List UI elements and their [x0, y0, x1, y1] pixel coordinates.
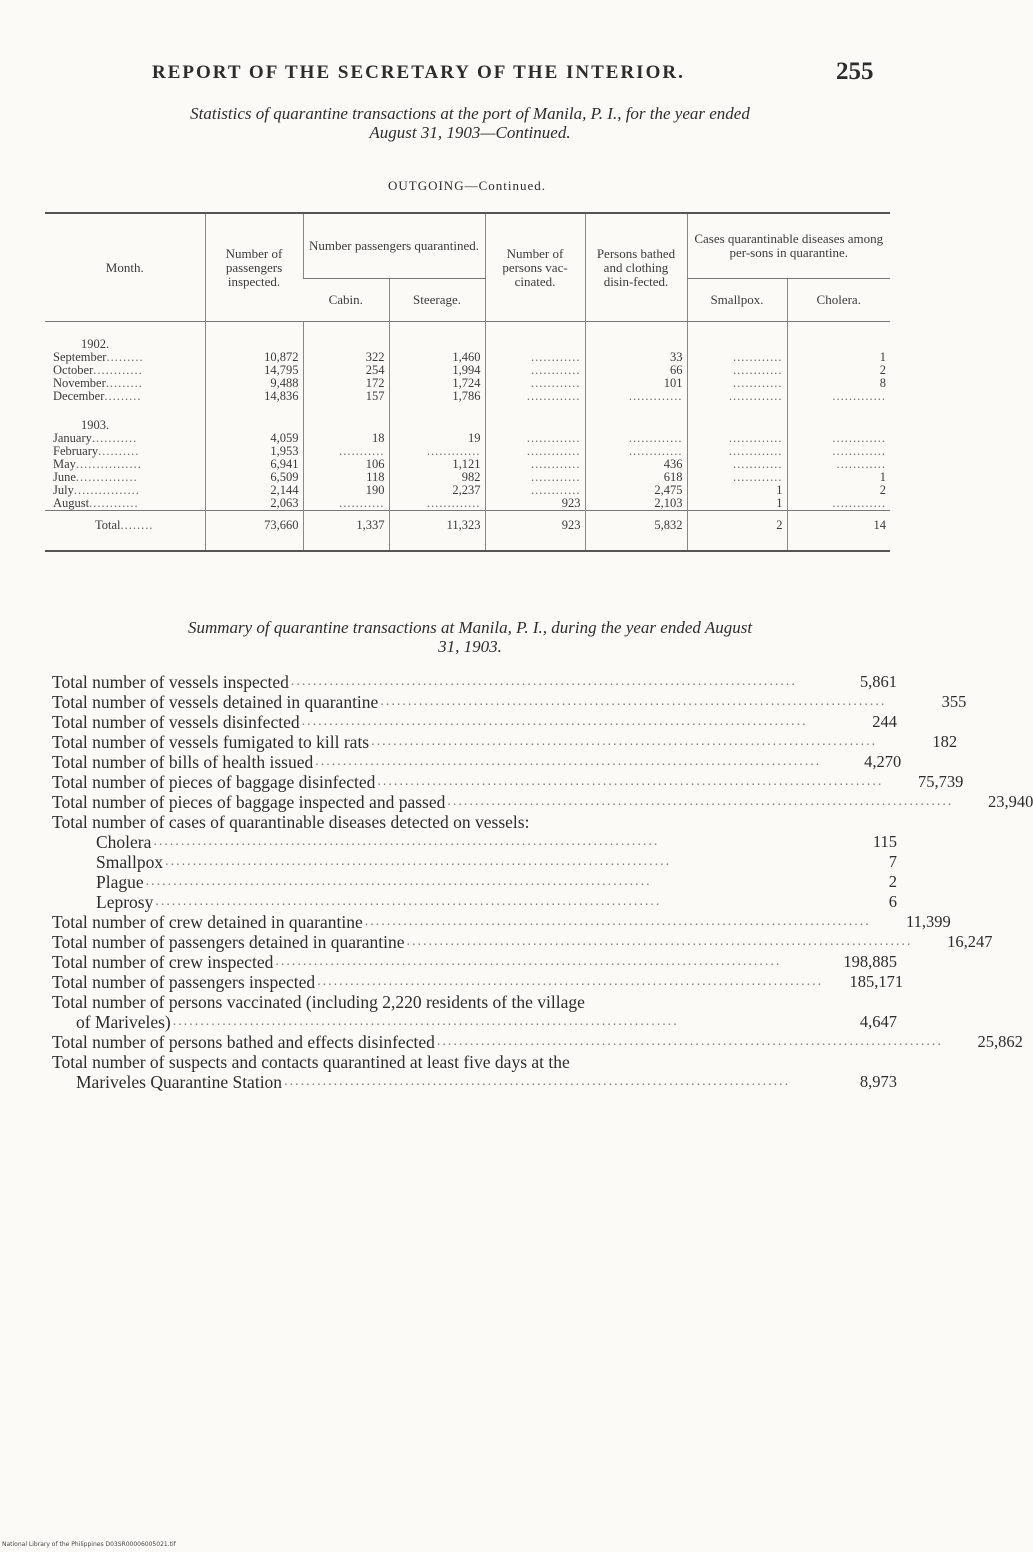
leader-dots: ............................................................................................	[301, 714, 808, 729]
summary-item: Total number of vessels fumigated to kill rats ............................................................................................ 182	[52, 732, 958, 752]
bathed-cell: .............	[585, 390, 687, 403]
vaccinated-cell: .............	[485, 445, 585, 458]
smallpox-cell: ............	[687, 351, 787, 364]
cholera-cell: .............	[787, 390, 890, 403]
leader-dots: ............................................................................................	[165, 854, 672, 869]
cholera-cell: 1	[787, 351, 890, 364]
total-cholera: 14	[787, 511, 890, 552]
cabin-cell: 254	[303, 364, 389, 377]
total-vaccinated: 923	[485, 511, 585, 552]
steerage-cell: .............	[389, 497, 485, 511]
smallpox-cell: 1	[687, 497, 787, 511]
month-cell: August............	[53, 496, 139, 510]
leader-dots: ............................................................................................	[315, 754, 822, 769]
header-cabin: Cabin.	[303, 279, 389, 322]
scan-footer-id: National Library of the Philippines D03SR00006005021.tif	[2, 1541, 176, 1548]
steerage-cell: 982	[389, 471, 485, 484]
month-cell: December.........	[53, 389, 142, 403]
month-cell: September.........	[53, 350, 144, 364]
inspected-cell: 14,795	[205, 364, 303, 377]
leader-dots: ............................................................................................	[406, 934, 913, 949]
table-header-row	[45, 213, 890, 279]
cabin-cell: ...........	[303, 497, 389, 511]
header-passengers-quarantined: Number passengers quarantined.	[303, 213, 485, 279]
table-row	[45, 390, 890, 403]
leader-dots: ............................................................................................	[275, 954, 782, 969]
header-persons-bathed: Persons bathed and clothing disin-fected.	[585, 213, 687, 322]
leader-dots: ............................................................................................	[155, 894, 662, 909]
vaccinated-cell: ............	[485, 351, 585, 364]
leader-dots: ............................................................................................	[290, 674, 797, 689]
cholera-cell: .............	[787, 432, 890, 445]
year-label: 1902.	[81, 337, 110, 351]
page-number: 255	[836, 58, 874, 85]
leader-dots: ................	[73, 483, 140, 497]
leader-dots: .........	[104, 389, 142, 403]
steerage-cell: 1,786	[389, 390, 485, 403]
summary-item: Total number of pieces of baggage disinfected ............................................................................................ 75,739	[52, 772, 964, 792]
table-year-row	[45, 403, 890, 432]
bathed-cell: 2,475	[585, 484, 687, 497]
summary-item: Total number of passengers detained in quarantine ............................................................................................ 16,247	[52, 932, 993, 952]
bathed-cell: .............	[585, 432, 687, 445]
cholera-cell: ............	[787, 458, 890, 471]
leader-dots: ............................................................................................	[317, 974, 824, 989]
summary-caption-line-1: Summary of quarantine transactions at Manila, P. I., during the year ended August	[187, 618, 753, 637]
leader-dots: ............	[93, 363, 143, 377]
vaccinated-cell: ............	[485, 364, 585, 377]
table-caption-line-2: August 31, 1903—Continued.	[369, 123, 571, 142]
smallpox-cell: .............	[687, 432, 787, 445]
bathed-cell: .............	[585, 445, 687, 458]
steerage-cell: 1,994	[389, 364, 485, 377]
leader-dots: ............................................................................................	[380, 694, 887, 709]
leader-dots: ........	[120, 518, 154, 532]
summary-item: Plague ............................................................................................ 2	[96, 872, 897, 892]
running-title: REPORT OF THE SECRETARY OF THE INTERIOR.	[152, 62, 685, 83]
table-row	[45, 497, 890, 511]
steerage-cell: 2,237	[389, 484, 485, 497]
month-cell: November.........	[53, 376, 143, 390]
summary-item: Total number of crew inspected ............................................................................................ 198,885	[52, 952, 897, 972]
month-cell: June...............	[53, 470, 138, 484]
inspected-cell: 2,063	[205, 497, 303, 511]
leader-dots: ............................................................................................	[153, 834, 660, 849]
header-smallpox: Smallpox.	[687, 279, 787, 322]
summary-item: Total number of passengers inspected ............................................................................................ 185,171	[52, 972, 904, 992]
cabin-cell: 172	[303, 377, 389, 390]
total-inspected: 73,660	[205, 511, 303, 552]
steerage-cell: 1,724	[389, 377, 485, 390]
inspected-cell: 6,509	[205, 471, 303, 484]
table-caption	[60, 104, 880, 142]
summary-item-first-line: Total number of suspects and contacts quarantined at least five days at the	[52, 1052, 570, 1072]
smallpox-cell: .............	[687, 390, 787, 403]
vaccinated-cell: ............	[485, 484, 585, 497]
cabin-cell: ...........	[303, 445, 389, 458]
vaccinated-cell: .............	[485, 390, 585, 403]
bathed-cell: 101	[585, 377, 687, 390]
header-passengers-inspected: Number of passengers inspected.	[205, 213, 303, 322]
vaccinated-cell: ............	[485, 471, 585, 484]
summary-item: Total number of pieces of baggage inspected and passed ............................................................................................ 23,940	[52, 792, 1033, 812]
section-label: OUTGOING—Continued.	[387, 178, 546, 193]
table-total-row	[45, 511, 890, 552]
month-cell: July................	[53, 483, 140, 497]
smallpox-cell: ............	[687, 364, 787, 377]
cabin-cell: 118	[303, 471, 389, 484]
vaccinated-cell: ............	[485, 377, 585, 390]
smallpox-cell: ............	[687, 471, 787, 484]
summary-item: Total number of vessels inspected ............................................................................................ 5,861	[52, 672, 897, 692]
vaccinated-cell: ............	[485, 458, 585, 471]
smallpox-cell: ............	[687, 377, 787, 390]
inspected-cell: 2,144	[205, 484, 303, 497]
cholera-cell: 2	[787, 484, 890, 497]
leader-dots: ............	[89, 496, 139, 510]
inspected-cell: 1,953	[205, 445, 303, 458]
steerage-cell: 1,460	[389, 351, 485, 364]
cabin-cell: 190	[303, 484, 389, 497]
total-label: Total........	[45, 511, 205, 552]
leader-dots: ............................................................................................	[145, 874, 652, 889]
summary-item: Smallpox ............................................................................................ 7	[96, 852, 897, 872]
total-bathed: 5,832	[585, 511, 687, 552]
summary-item: Total number of vessels detained in quarantine ............................................................................................ 355	[52, 692, 967, 712]
summary-item-first-line: Total number of persons vaccinated (including 2,220 residents of the village	[52, 992, 585, 1012]
steerage-cell: 1,121	[389, 458, 485, 471]
total-steerage: 11,323	[389, 511, 485, 552]
bathed-cell: 436	[585, 458, 687, 471]
leader-dots: ............................................................................................	[172, 1014, 679, 1029]
header-month: Month.	[45, 213, 205, 322]
summary-heading: Total number of cases of quarantinable diseases detected on vessels:	[52, 812, 530, 832]
cholera-cell: 8	[787, 377, 890, 390]
leader-dots: ............................................................................................	[377, 774, 884, 789]
total-smallpox: 2	[687, 511, 787, 552]
smallpox-cell: 1	[687, 484, 787, 497]
month-cell: May................	[53, 457, 142, 471]
summary-item: Total number of persons bathed and effects disinfected ............................................................................................ 25,862	[52, 1032, 1023, 1052]
summary-item: Total number of crew detained in quarantine ............................................................................................ 11,399	[52, 912, 951, 932]
table-caption-line-1: Statistics of quarantine transactions at the port of Manila, P. I., for the year ended	[190, 104, 750, 123]
header-cholera: Cholera.	[787, 279, 890, 322]
summary-item: Total number of bills of health issued ............................................................................................ 4,270	[52, 752, 902, 772]
vaccinated-cell: 923	[485, 497, 585, 511]
year-label: 1903.	[81, 418, 110, 432]
leader-dots: ................	[75, 457, 142, 471]
cabin-cell: 106	[303, 458, 389, 471]
inspected-cell: 6,941	[205, 458, 303, 471]
steerage-cell: .............	[389, 445, 485, 458]
summary-item: of Mariveles) ............................................................................................ 4,647	[76, 1012, 897, 1032]
summary-caption-line-2: 31, 1903.	[438, 637, 502, 656]
cabin-cell: 322	[303, 351, 389, 364]
table-year-row	[45, 322, 890, 352]
leader-dots: ............................................................................................	[284, 1074, 791, 1089]
leader-dots: .........	[106, 350, 144, 364]
header-steerage: Steerage.	[389, 279, 485, 322]
bathed-cell: 66	[585, 364, 687, 377]
smallpox-cell: ............	[687, 458, 787, 471]
header-quarantinable-cases: Cases quarantinable diseases among per-sons in quarantine.	[687, 213, 890, 279]
leader-dots: ............................................................................................	[364, 914, 871, 929]
inspected-cell: 9,488	[205, 377, 303, 390]
leader-dots: ...........	[91, 431, 138, 445]
month-cell: January...........	[53, 431, 138, 445]
running-head	[0, 58, 934, 88]
inspected-cell: 14,836	[205, 390, 303, 403]
leader-dots: ............................................................................................	[447, 794, 954, 809]
leader-dots: ............................................................................................	[436, 1034, 943, 1049]
summary-item: Total number of vessels disinfected ............................................................................................ 244	[52, 712, 897, 732]
cholera-cell: 1	[787, 471, 890, 484]
month-cell: February..........	[53, 444, 140, 458]
summary-caption	[60, 618, 880, 656]
cabin-cell: 18	[303, 432, 389, 445]
leader-dots: ..........	[98, 444, 140, 458]
bathed-cell: 2,103	[585, 497, 687, 511]
month-cell: October............	[53, 363, 143, 377]
summary-item: Leprosy ............................................................................................ 6	[96, 892, 897, 912]
leader-dots: ............................................................................................	[371, 734, 878, 749]
leader-dots: .........	[105, 376, 143, 390]
steerage-cell: 19	[389, 432, 485, 445]
bathed-cell: 618	[585, 471, 687, 484]
summary-item: Cholera ............................................................................................ 115	[96, 832, 897, 852]
quarantine-statistics-table	[45, 212, 890, 552]
bathed-cell: 33	[585, 351, 687, 364]
summary-item: Mariveles Quarantine Station ............................................................................................ 8,973	[76, 1072, 897, 1092]
inspected-cell: 4,059	[205, 432, 303, 445]
cholera-cell: .............	[787, 497, 890, 511]
header-persons-vaccinated: Number of persons vac-cinated.	[485, 213, 585, 322]
vaccinated-cell: .............	[485, 432, 585, 445]
cholera-cell: 2	[787, 364, 890, 377]
inspected-cell: 10,872	[205, 351, 303, 364]
cholera-cell: .............	[787, 445, 890, 458]
leader-dots: ...............	[75, 470, 138, 484]
cabin-cell: 157	[303, 390, 389, 403]
smallpox-cell: .............	[687, 445, 787, 458]
total-cabin: 1,337	[303, 511, 389, 552]
summary-list	[52, 672, 1033, 1092]
